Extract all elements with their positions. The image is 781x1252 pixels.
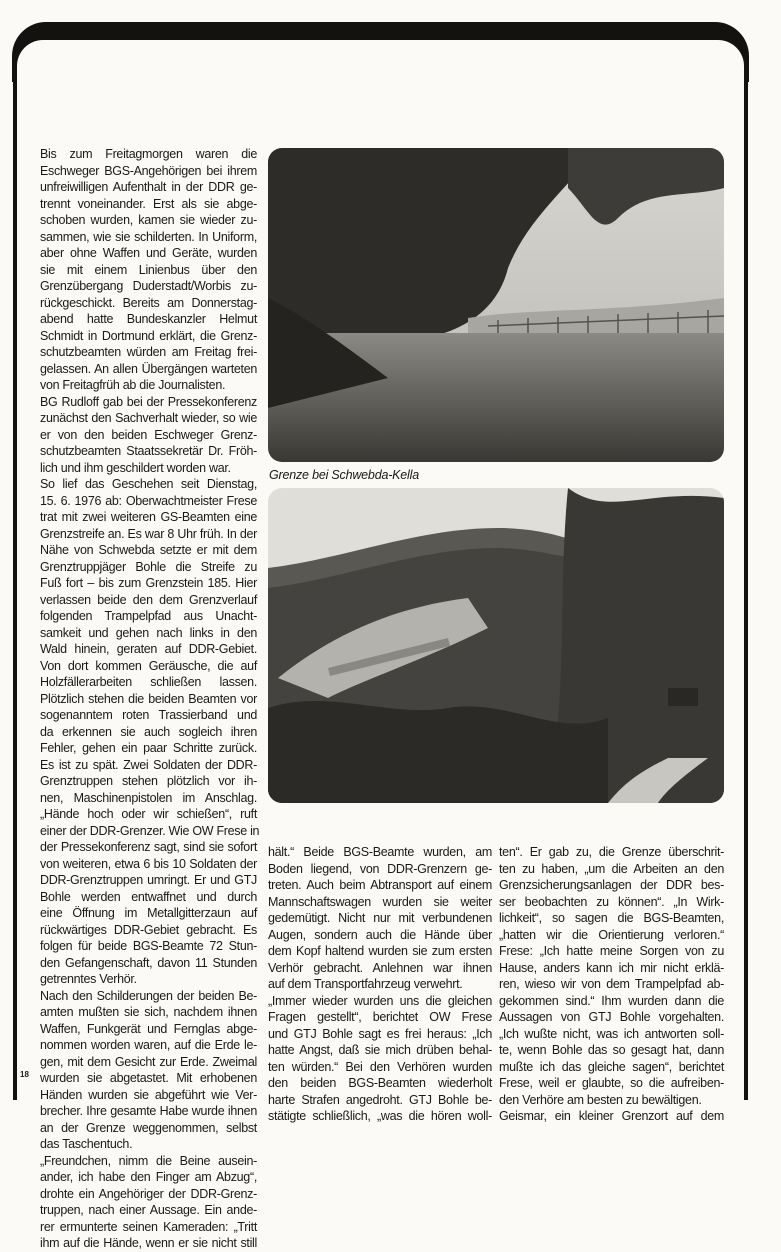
text-line: Geismar, ein kleiner Grenzort auf dem (499, 1109, 724, 1123)
text-line: ihm auf die Hände, wenn er sie nicht still (40, 1236, 257, 1250)
text-column-right (499, 844, 724, 1125)
text-line: Eschweger BGS-Angehörigen bei ihrem (40, 163, 257, 178)
text-line: ren, wieso wir von dem Trampelpfad ab- (499, 977, 724, 991)
text-line: Händen wurden sie abgeführt wie Ver- (40, 1087, 257, 1102)
text-line: ten“. Er gab zu, die Grenze überschrit- (499, 845, 724, 859)
text-line: Fehler, gehen ein paar Schritte zurück. (40, 741, 257, 755)
text-line: Von dort kommen Geräusche, die auf (40, 658, 257, 673)
text-line: folgen für beide BGS-Beamte 72 Stun- (40, 939, 257, 953)
text-line: sammen, wie sie schilderten. In Uniform, (40, 229, 257, 244)
text-line: Grenztruppjäger Bohle die Streife zu (40, 559, 257, 574)
text-line: „Hände hoch oder wir schießen“, ruft (40, 807, 257, 821)
text-line: Nähe von Schwebda setzte er mit dem (40, 543, 257, 557)
text-line: nommen worden waren, auf die Erde le- (40, 1038, 257, 1052)
text-line: eine Öffnung im Metallgitterzaun auf (40, 906, 257, 920)
text-line: rer ermunterte seinen Kameraden: „Tritt (40, 1219, 257, 1234)
text-line: ser beobachten zu können“. „In Wirk- (499, 894, 724, 909)
text-line: Augen, sondern auch die Hände über (268, 927, 492, 942)
text-line: ten zu haben, „um die Arbeiten an den (499, 861, 724, 876)
text-line: So lief das Geschehen seit Dienstag, (40, 477, 257, 491)
text-line: hält.“ Beide BGS-Beamte wurden, am (268, 845, 492, 859)
text-line: der Pressekonferenz sagt, sind sie sofort (40, 840, 257, 854)
text-line: Grenzsicherungsanlagen der DDR bes- (499, 878, 724, 892)
text-line: da erkennen sie auch sogleich ihren (40, 724, 257, 739)
text-column-middle (268, 844, 492, 1125)
text-line: „hatten wir die Orientierung verloren.“ (499, 927, 724, 942)
text-line: trennt voneinander. Erst als sie abge- (40, 196, 257, 211)
text-line: den beiden BGS-Beamten wiederholt (268, 1076, 492, 1090)
page-frame-right-rule (744, 60, 748, 1100)
text-line: Fuß fort – bis zum Grenzstein 185. Hier (40, 576, 257, 590)
text-line: Aussagen von GTJ Bohle vorgehalten. (499, 1010, 724, 1024)
text-line: 15. 6. 1976 ab: Oberwachtmeister Frese (40, 493, 257, 508)
text-line: Bohle werden entwaffnet und durch (40, 889, 257, 904)
text-line: getrenntes Verhör. (40, 972, 137, 986)
text-line: gelassen. An allen Übergängen warteten (40, 361, 257, 376)
text-line: Frese, weil er glaubte, so die aufreiben- (499, 1076, 724, 1090)
text-line: Mannschaftswagen wurden sie weiter (268, 894, 492, 909)
text-line: das Taschentuch. (40, 1137, 133, 1151)
text-line: wurden sie abgetastet. Mit erhobenen (40, 1071, 257, 1085)
page-frame-left-rule (13, 60, 17, 1100)
text-line: te, wenn Bohle das so gesagt hat, dann (499, 1043, 724, 1057)
text-line: den Gefangenschaft, davon 11 Stunden (40, 955, 257, 970)
text-line: stätigte schließlich, „was die hören woll- (268, 1109, 492, 1123)
text-line: Wald hinein, geraten auf DDR-Gebiet. (40, 642, 257, 656)
text-line: ander, ich habe den Finger am Abzug“, (40, 1170, 257, 1184)
text-line: ten würden.“ Bei den Verhören wurden (268, 1059, 492, 1074)
text-line: Grenzstreife an. Es war 8 Uhr früh. In der (40, 526, 257, 541)
text-line: einer der DDR-Grenzer. Wie OW Frese in (40, 823, 260, 838)
text-line: „Freundchen, nimm die Beine ausein- (40, 1153, 257, 1168)
text-line: drohte ein Angehöriger der DDR-Grenz- (40, 1186, 257, 1201)
text-line: rückgeschickt. Bereits am Donnerstag- (40, 295, 257, 310)
page-frame-inner (17, 40, 744, 100)
text-line: rückwärtiges DDR-Gebiet gebracht. Es (40, 922, 257, 937)
photo-border-meadow-image (268, 148, 724, 462)
photo-border-forest-image (268, 488, 724, 803)
text-line: samkeit und gehen nach links in den (40, 625, 257, 640)
text-line: Bis zum Freitagmorgen waren die (40, 147, 257, 161)
text-line: und GTJ Bohle sagt es frei heraus: „Ich (268, 1026, 492, 1041)
text-line: dem Kopf haltend wurden sie zum ersten (268, 944, 492, 958)
photo-border-forest (268, 488, 724, 803)
text-line: Frese: „Ich hatte meine Sorgen von zu (499, 944, 724, 958)
text-line: Grenztruppen stehen plötzlich vor ih- (40, 774, 257, 788)
text-line: Holzfällerarbeiten schließen lassen. (40, 675, 257, 689)
text-line: gen, mit dem Gesicht zur Erde. Zweimal (40, 1054, 257, 1069)
text-line: Verhör gebracht. Anlehnen war ihnen (268, 960, 492, 975)
text-line: folgenden Trampelpfad aus Unacht- (40, 609, 257, 623)
text-line: von weiteren, etwa 6 bis 10 Soldaten der (40, 856, 257, 871)
text-line: trat mit zwei weiteren GS-Beamten eine (40, 510, 257, 524)
text-line: abend hatte Bundeskanzler Helmut (40, 312, 257, 326)
text-line: Grenzübergang Duderstadt/Worbis zu- (40, 279, 257, 293)
text-line: BG Rudloff gab bei der Pressekonferenz (40, 394, 257, 409)
text-line: Plötzlich stehen die beiden Beamten vor (40, 691, 257, 706)
photo-caption: Grenze bei Schwebda-Kella (269, 468, 419, 482)
text-line: lich und ihm geschildert worden war. (40, 460, 231, 475)
text-line: hatte Angst, daß sie mich drüben behal- (268, 1043, 492, 1057)
text-line: Nach den Schilderungen der beiden Be- (40, 988, 257, 1003)
photo-border-meadow (268, 148, 724, 462)
text-line: den Verhöre am besten zu bewältigen. (499, 1092, 702, 1107)
text-line: nen, Maschinenpistolen im Anschlag. (40, 790, 257, 805)
text-line: Hause, anders kann ich mir nicht erklä- (499, 960, 724, 975)
text-line: sogenanntem roten Trassierband und (40, 708, 257, 722)
text-line: schoben wurden, kamen sie wieder zu- (40, 213, 257, 227)
text-line: mußte ich das gleiche sagen“, berichtet (499, 1059, 724, 1074)
text-line: er von den beiden Eschweger Grenz- (40, 427, 257, 442)
text-line: treten. Auch beim Abtransport auf einem (268, 878, 492, 892)
text-line: Es ist zu spät. Zwei Soldaten der DDR- (40, 757, 257, 772)
text-line: auf dem Transportfahrzeug verwehrt. (268, 977, 463, 991)
text-line: gedemütigt. Nicht nur mit verbundenen (268, 911, 492, 925)
text-line: gekommen sind.“ Ihm wurden dann die (499, 993, 724, 1008)
page-number: 18 (20, 1070, 29, 1079)
text-line: zunächst den Sachverhalt wieder, so wie (40, 411, 257, 425)
text-line: Boden liegend, von DDR-Grenzern ge- (268, 861, 492, 876)
text-line: Fragen gestellt“, berichtet OW Frese (268, 1010, 492, 1024)
text-line: an der Grenze weggenommen, selbst (40, 1120, 257, 1135)
text-line: verlassen beide den dem Grenzverlauf (40, 592, 257, 607)
text-line: lichkeit“, so sagen die BGS-Beamten, (499, 911, 724, 925)
text-line: sie mit einem Linienbus über den (40, 262, 257, 277)
text-line: brecher. Ihre gesamte Habe wurde ihnen (40, 1104, 257, 1118)
text-line: „Ich wußte nicht, was ich antworten soll- (499, 1026, 724, 1041)
text-line: harte Strafen angedroht. GTJ Bohle be- (268, 1092, 492, 1107)
text-line: Schmidt in Dortmund erklärt, die Grenz- (40, 328, 257, 343)
text-line: amten mußten sie sich, nachdem ihnen (40, 1005, 257, 1019)
text-line: „Immer wieder wurden uns die gleichen (268, 993, 492, 1008)
text-line: DDR-Grenztruppen umringt. Er und GTJ (40, 873, 257, 887)
text-line: unfreiwilligen Aufenthalt in der DDR ge- (40, 180, 257, 194)
text-line: schutzbeamten würden am Freitag frei- (40, 345, 257, 359)
text-line: truppen, nach einer Aussage. Ein ande- (40, 1203, 257, 1217)
text-line: schutzbeamten Staatssekretär Dr. Fröh- (40, 444, 257, 458)
text-line: von Freitagfrüh ab die Journalisten. (40, 378, 226, 392)
text-column-left (40, 146, 260, 1252)
text-line: aber ohne Waffen und Geräte, wurden (40, 246, 257, 260)
text-line: Waffen, Funkgerät und Fernglas abge- (40, 1021, 257, 1036)
